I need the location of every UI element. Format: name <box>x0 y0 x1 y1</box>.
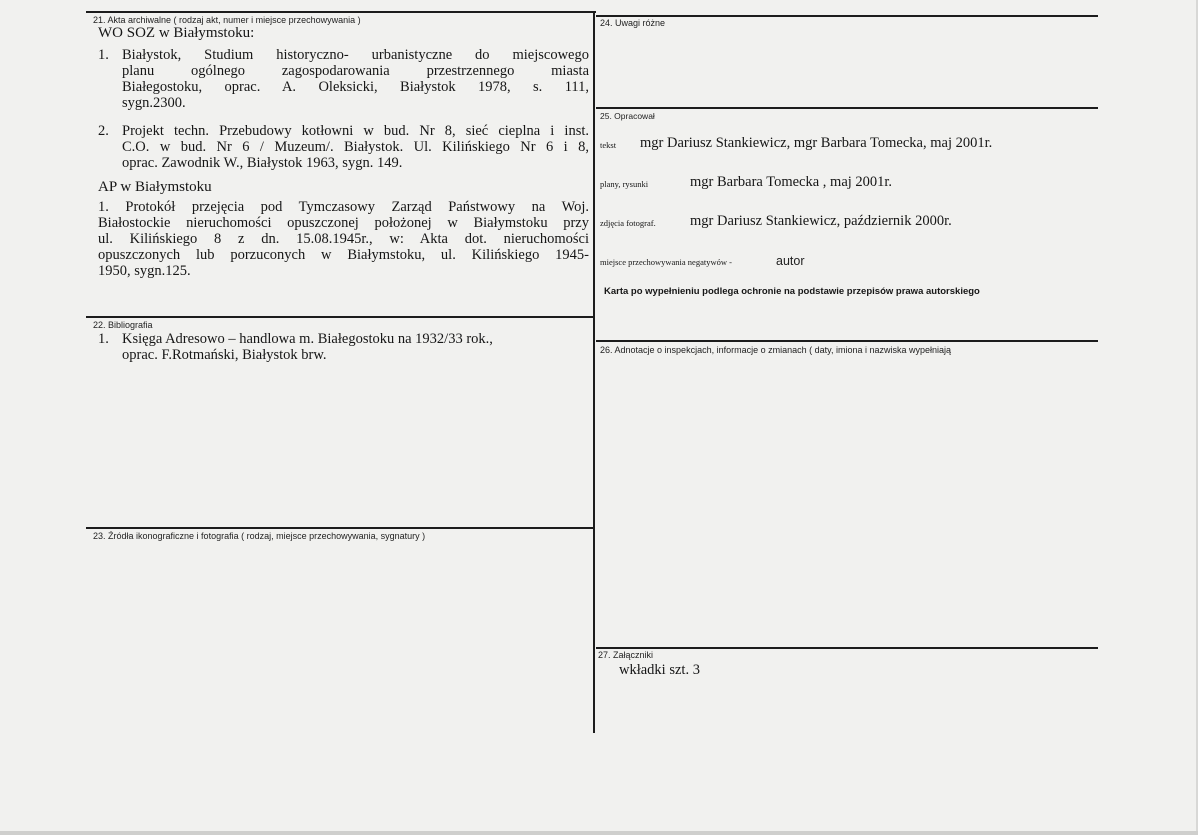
top-rule-left <box>86 11 596 13</box>
section-25-label: 25. Opracował <box>600 111 655 121</box>
center-divider <box>593 11 595 733</box>
bibliography-item-1-number: 1. <box>98 331 109 347</box>
archive-group-wo-soz-title: WO SOZ w Białymstoku: <box>98 25 255 41</box>
archive-ap-line-1: 1. Protokół przejęcia pod Tymczasowy Zarząd Państwowy na Woj. <box>98 199 589 215</box>
scan-bottom-edge <box>0 831 1198 835</box>
archive-item-1-line-2: planu ogólnego zagospodarowania przestrzennego miasta <box>122 63 589 79</box>
archive-ap-line-2: Białostockie nieruchomości opuszczonej położonej w Białymstoku przy <box>98 215 589 231</box>
archive-item-2-line-1: Projekt techn. Przebudowy kotłowni w bud. Nr 8, sieć cieplna i inst. <box>122 123 589 139</box>
section-23-label: 23. Źródła ikonograficzne i fotografia ( rodzaj, miejsce przechowywania, sygnatury ) <box>93 531 426 541</box>
rule-section-23 <box>86 527 595 529</box>
attachments-value: wkładki szt. 3 <box>619 662 700 678</box>
author-photos-value: mgr Dariusz Stankiewicz, październik 2000r. <box>690 213 952 229</box>
negatives-location-label: miejsce przechowywania negatywów - <box>600 257 732 267</box>
bibliography-item-1-line-2: oprac. F.Rotmański, Białystok brw. <box>122 347 327 363</box>
author-text-value: mgr Dariusz Stankiewicz, mgr Barbara Tomecka, maj 2001r. <box>640 135 993 151</box>
author-plans-label: plany, rysunki <box>600 179 649 189</box>
section-22-label: 22. Bibliografia <box>93 320 153 330</box>
negatives-location-value: autor <box>776 254 805 268</box>
rule-section-26 <box>596 340 1098 342</box>
archive-item-1-number: 1. <box>98 47 109 63</box>
author-text-label: tekst <box>600 140 617 150</box>
author-plans-value: mgr Barbara Tomecka , maj 2001r. <box>690 174 893 190</box>
rule-section-22 <box>86 316 595 318</box>
rule-section-27 <box>596 647 1098 649</box>
top-rule-right <box>596 15 1098 17</box>
archive-group-ap-title: AP w Białymstoku <box>98 179 212 195</box>
copyright-note: Karta po wypełnieniu podlega ochronie na podstawie przepisów prawa autorskiego <box>604 286 980 297</box>
archive-ap-line-3: ul. Kilińskiego 8 z dn. 15.08.1945r., w: Akta dot. nieruchomości <box>98 231 589 247</box>
archive-ap-line-4: opuszczonych lub porzuconych w Białymstoku, ul. Kilińskiego 1945- <box>98 247 589 263</box>
author-photos-label: zdjęcia fotograf. <box>600 218 656 228</box>
archive-item-2-number: 2. <box>98 123 109 139</box>
section-26-label: 26. Adnotacje o inspekcjach, informacje o zmianach ( daty, imiona i nazwiska wypełniają <box>600 345 952 355</box>
archive-item-2-line-2: C.O. w bud. Nr 6 / Muzeum/. Białystok. Ul. Kilińskiego Nr 6 i 8, <box>122 139 589 155</box>
archive-ap-line-5: 1950, sygn.125. <box>98 263 191 279</box>
section-27-label: 27. Załączniki <box>598 650 654 660</box>
section-21-label: 21. Akta archiwalne ( rodzaj akt, numer i miejsce przechowywania ) <box>93 15 361 25</box>
archive-item-1-line-1: Białystok, Studium historyczno- urbanistyczne do miejscowego <box>122 47 589 63</box>
archive-item-1-line-3: Białegostoku, oprac. A. Oleksicki, Białystok 1978, s. 111, <box>122 79 589 95</box>
section-24-label: 24. Uwagi różne <box>600 18 666 28</box>
bibliography-item-1-line-1: Księga Adresowo – handlowa m. Białegostoku na 1932/33 rok., <box>122 331 493 347</box>
rule-section-25 <box>596 107 1098 109</box>
archive-item-1-line-4: sygn.2300. <box>122 95 186 111</box>
archive-item-2-line-3: oprac. Zawodnik W., Białystok 1963, sygn. 149. <box>122 155 403 171</box>
